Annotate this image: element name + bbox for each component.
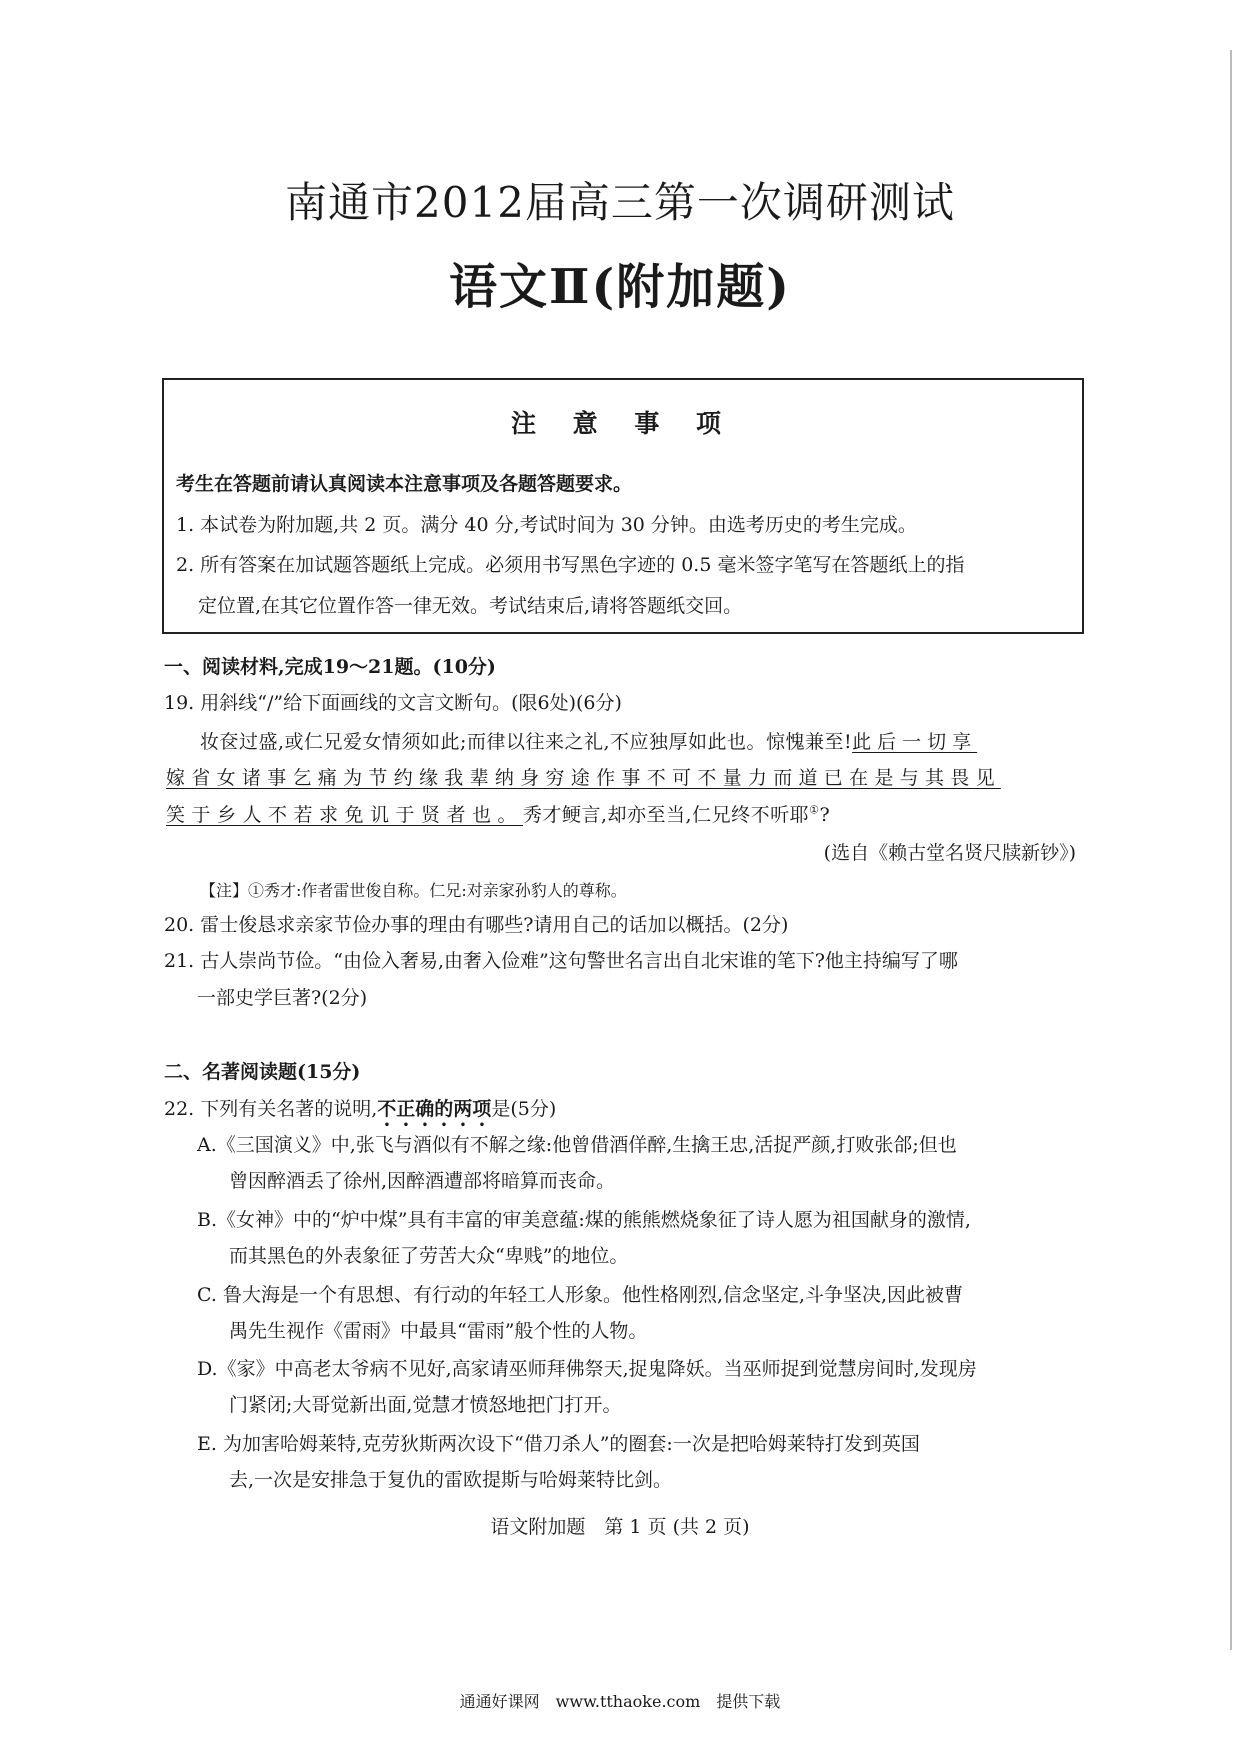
- notice-item-2: 2. 所有答案在加试题答题纸上完成。必须用书写黑色字迹的 0.5 毫米签字笔写在答题纸上的指: [176, 554, 965, 576]
- site-credit: 通通好课网 www.tthaoke.com 提供下载: [459, 1692, 781, 1711]
- notice-heading: 注 意 事 项: [510, 409, 736, 438]
- notice-item-2-cont: 定位置,在其它位置作答一律无效。考试结束后,请将答题纸交回。: [198, 595, 743, 617]
- page-footer: 语文附加题 第 1 页 (共 2 页): [490, 1516, 750, 1538]
- option-b-cont: 而其黑色的外表象征了劳苦大众“卑贱”的地位。: [229, 1245, 629, 1267]
- option-e-cont: 去,一次是安排急于复仇的雷欧提斯与哈姆莱特比剑。: [229, 1469, 673, 1491]
- passage-underlined: 此后一切享: [852, 731, 978, 753]
- exam-title: 南通市2012届高三第一次调研测试: [285, 178, 955, 227]
- notice-item-1: 1. 本试卷为附加题,共 2 页。满分 40 分,考试时间为 30 分钟。由选考历史的考生完成。: [176, 514, 917, 536]
- passage-source: (选自《赖古堂名贤尺牍新钞》): [823, 842, 1076, 864]
- notice-intro: 考生在答题前请认真阅读本注意事项及各题答题要求。: [176, 473, 633, 495]
- passage-text-end: ?: [819, 804, 831, 826]
- section-2-heading: 二、名著阅读题(15分): [164, 1061, 361, 1083]
- passage-note: 【注】①秀才:作者雷世俊自称。仁兄:对亲家孙豹人的尊称。: [200, 881, 627, 900]
- question-22-emphasis: 不正确的两项: [377, 1098, 492, 1120]
- question-21: 21. 古人崇尚节俭。“由俭入奢易,由奢入俭难”这句警世名言出自北宋谁的笔下?他主持编写了哪: [164, 950, 958, 972]
- passage-text: 秀才鲠言,却亦至当,仁兄终不听耶: [523, 804, 810, 826]
- passage-line-2: 嫁省女诸事乞痛为节约缘我辈纳身穷途作事不可不量力而道已在是与其畏见: [166, 767, 1001, 789]
- question-22-points: 是(5分): [491, 1098, 557, 1120]
- section-1-heading: 一、阅读材料,完成19～21题。(10分): [164, 656, 496, 678]
- option-b: B.《女神》中的“炉中煤”具有丰富的审美意蕴:煤的熊熊燃烧象征了诗人愿为祖国献身的激情,: [197, 1209, 971, 1231]
- notice-box: [162, 378, 1084, 634]
- passage-text: 妆奁过盛,或仁兄爱女情须如此;而律以往来之礼,不应独厚如此也。惊愧兼至!: [200, 731, 853, 753]
- option-a-cont: 曾因醉酒丢了徐州,因醉酒遭部将暗算而丧命。: [229, 1170, 616, 1192]
- option-c-cont: 禺先生视作《雷雨》中最具“雷雨”般个性的人物。: [229, 1320, 648, 1342]
- question-20: 20. 雷士俊恳求亲家节俭办事的理由有哪些?请用自己的话加以概括。(2分): [164, 914, 789, 936]
- question-22-text: 22. 下列有关名著的说明,: [164, 1098, 378, 1120]
- question-21-cont: 一部史学巨著?(2分): [197, 987, 368, 1009]
- passage-line-3: [166, 800, 830, 827]
- question-19: 19. 用斜线“/”给下面画线的文言文断句。(限6处)(6分): [164, 692, 622, 714]
- passage-line-1: [200, 727, 977, 754]
- option-d-cont: 门紧闭;大哥觉新出面,觉慧才愤怒地把门打开。: [229, 1394, 622, 1416]
- exam-subtitle: 语文Ⅱ(附加题): [449, 259, 791, 315]
- option-d: D.《家》中高老太爷病不见好,高家请巫师拜佛祭天,捉鬼降妖。当巫师捉到觉慧房间时,发现房: [197, 1358, 977, 1380]
- option-c: C. 鲁大海是一个有思想、有行动的年轻工人形象。他性格刚烈,信念坚定,斗争坚决,因此被曹: [197, 1284, 964, 1306]
- passage-underlined: 笑于乡人不若求免讥于贤者也。: [166, 804, 524, 826]
- footnote-ref: ①: [809, 803, 820, 817]
- option-a: A.《三国演义》中,张飞与酒似有不解之缘:他曾借酒佯醉,生擒王忠,活捉严颜,打败张郃;但也: [197, 1134, 957, 1156]
- question-22: [164, 1094, 556, 1131]
- option-e: E. 为加害哈姆莱特,克劳狄斯两次设下“借刀杀人”的圈套:一次是把哈姆莱特打发到英国: [197, 1433, 920, 1455]
